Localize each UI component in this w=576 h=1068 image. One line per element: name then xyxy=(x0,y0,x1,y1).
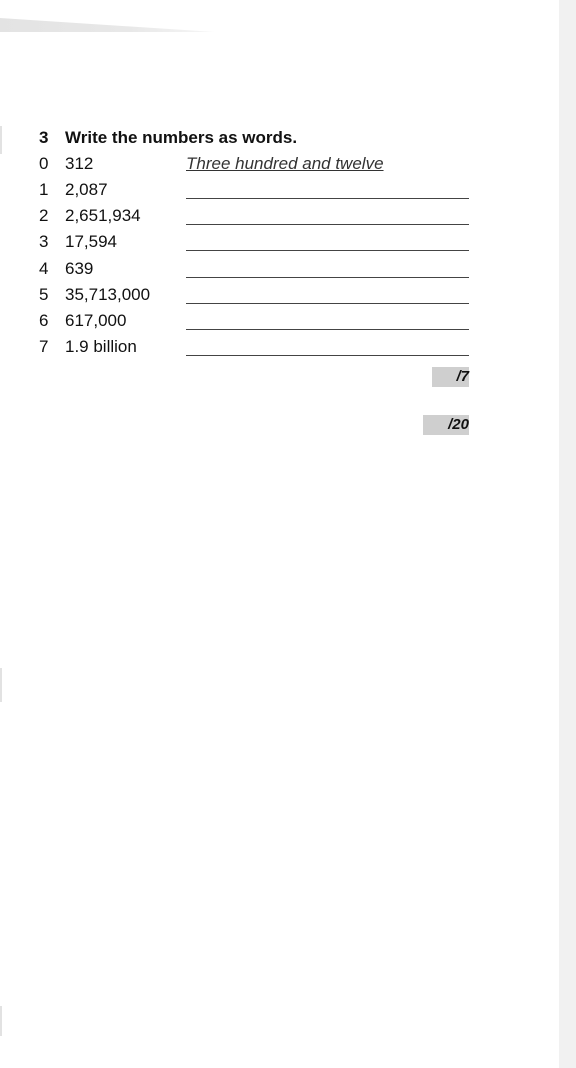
item-index: 2 xyxy=(39,206,49,225)
exercise-item xyxy=(39,231,469,255)
exercise-item xyxy=(39,258,469,282)
answer-line[interactable] xyxy=(186,303,469,304)
item-index: 7 xyxy=(39,337,49,356)
exercise-instruction: Write the numbers as words. xyxy=(65,128,298,147)
exercise-number: 3 xyxy=(39,128,49,147)
exercise-item xyxy=(39,336,469,360)
exercise-score-box: /7 xyxy=(432,367,469,387)
exercise-item xyxy=(39,310,469,334)
item-index: 3 xyxy=(39,232,49,251)
item-number: 35,713,000 xyxy=(65,285,151,304)
item-index: 4 xyxy=(39,259,49,278)
page-left-edge-mark xyxy=(0,126,2,154)
answer-line[interactable] xyxy=(186,250,469,251)
item-index: 6 xyxy=(39,311,49,330)
total-score-box: /20 xyxy=(423,415,469,435)
example-answer: Three hundred and twelve xyxy=(186,154,384,173)
item-number: 17,594 xyxy=(65,232,117,251)
item-number: 617,000 xyxy=(65,311,127,330)
page-edge-shadow xyxy=(0,18,215,32)
page-left-edge-mark xyxy=(0,668,2,702)
exercise-item xyxy=(39,284,469,308)
item-number: 1.9 billion xyxy=(65,337,137,356)
answer-line[interactable] xyxy=(186,329,469,330)
item-number: 2,651,934 xyxy=(65,206,141,225)
page-left-edge-mark xyxy=(0,1006,2,1036)
answer-line[interactable] xyxy=(186,355,469,356)
item-number: 639 xyxy=(65,259,94,278)
item-index: 5 xyxy=(39,285,49,304)
exercise-item xyxy=(39,179,469,203)
exercise-item xyxy=(39,205,469,229)
item-index: 1 xyxy=(39,180,49,199)
page-right-margin xyxy=(559,0,576,1068)
item-number: 312 xyxy=(65,154,94,173)
item-index: 0 xyxy=(39,154,49,173)
answer-line[interactable] xyxy=(186,224,469,225)
answer-line[interactable] xyxy=(186,198,469,199)
item-number: 2,087 xyxy=(65,180,108,199)
exercise-heading xyxy=(39,127,297,149)
example-item xyxy=(39,153,469,177)
answer-line[interactable] xyxy=(186,277,469,278)
